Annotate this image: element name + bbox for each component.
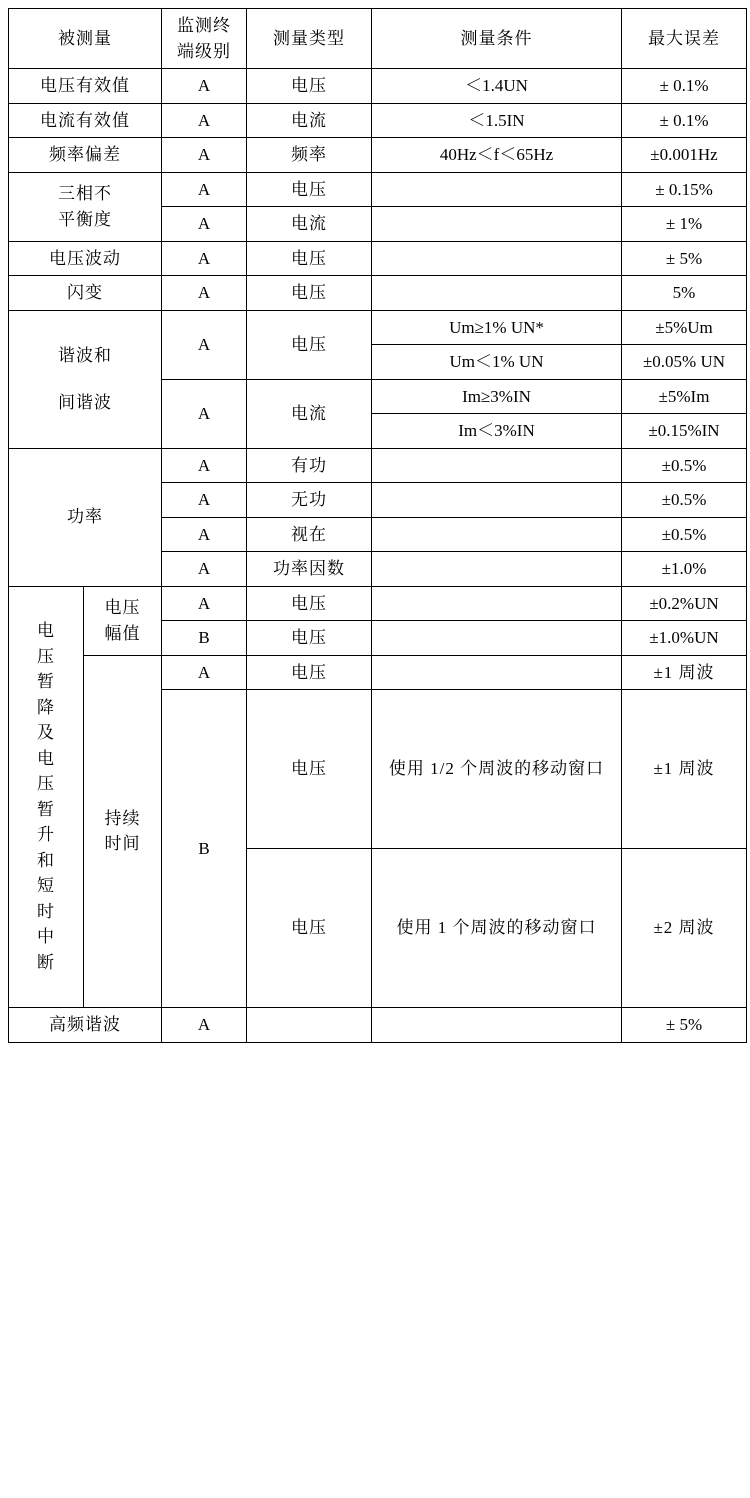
row-power-error-2: ±0.5% [622,517,747,552]
row-sag-amplitude-condition-0 [372,586,622,621]
row-voltage-rms-error: ± 0.1% [622,69,747,104]
row-harmonics-current-level: A [162,379,247,448]
row-power-error-0: ±0.5% [622,448,747,483]
group-label-char-11: 时 [37,901,55,921]
group-label-char-12: 中 [37,927,55,947]
group-label-char-7: 暂 [37,799,55,819]
table-row [9,586,747,621]
row-voltage-rms-type: 电压 [247,69,372,104]
row-flicker-name: 闪变 [9,276,162,311]
row-voltage-rms-name: 电压有效值 [9,69,162,104]
row-current-rms-type: 电流 [247,103,372,138]
row-sag-duration-type-b0: 电压 [247,690,372,849]
row-sag-amplitude-condition-1 [372,621,622,656]
row-sag-duration-type-a: 电压 [247,655,372,690]
table-row [9,655,747,690]
row-current-rms-error: ± 0.1% [622,103,747,138]
row-voltage-fluct-error: ± 5% [622,241,747,276]
spacer [12,368,158,390]
row-freq-dev-condition: 40Hz＜f＜65Hz [372,138,622,173]
row-unbalance-level-2: A [162,207,247,242]
row-flicker-error: 5% [622,276,747,311]
row-unbalance-error-1: ± 0.15% [622,172,747,207]
row-sag-duration-label [84,655,162,1008]
row-sag-amplitude-label-line1: 电压 [104,598,141,617]
row-harmonics-current-condition-1: Im≥3%IN [372,379,622,414]
specification-table [8,8,747,1043]
row-power-condition-3 [372,552,622,587]
row-harmonics-current-type: 电流 [247,379,372,448]
group-label-char-8: 升 [37,825,55,845]
header-max-error: 最大误差 [622,9,747,69]
row-power-type-1: 无功 [247,483,372,518]
row-unbalance-error-2: ± 1% [622,207,747,242]
row-sag-amplitude-error-1: ±1.0%UN [622,621,747,656]
row-sag-amplitude-label-line2: 幅值 [104,623,141,643]
row-sag-amplitude-type-1: 电压 [247,621,372,656]
table-row [9,69,747,104]
row-voltage-fluct-type: 电压 [247,241,372,276]
group-label-char-4: 及 [37,723,55,743]
row-power-error-3: ±1.0% [622,552,747,587]
row-flicker-level: A [162,276,247,311]
row-sag-duration-condition-b0: 使用 1/2 个周波的移动窗口 [372,690,622,849]
group-label-char-13: 断 [37,952,55,972]
row-power-name: 功率 [9,448,162,586]
row-current-rms-level: A [162,103,247,138]
row-freq-dev-type: 频率 [247,138,372,173]
table-row [9,448,747,483]
row-voltage-fluct-level: A [162,241,247,276]
row-harmonics-voltage-level: A [162,310,247,379]
row-power-type-2: 视在 [247,517,372,552]
table-row [9,241,747,276]
row-power-level-1: A [162,483,247,518]
row-hf-harmonics-condition [372,1008,622,1043]
header-terminal-level-line2: 端级别 [177,41,231,61]
row-hf-harmonics-level: A [162,1008,247,1043]
group-label-char-10: 短 [37,876,55,896]
row-flicker-type: 电压 [247,276,372,311]
table-row [9,172,747,207]
row-harmonics-voltage-type: 电压 [247,310,372,379]
table-row [9,310,747,345]
header-terminal-level-line1: 监测终 [177,16,231,35]
row-sag-amplitude-error-0: ±0.2%UN [622,586,747,621]
row-voltage-fluct-condition [372,241,622,276]
table-row [9,138,747,173]
group-label-char-1: 压 [37,646,55,666]
row-unbalance-condition-2 [372,207,622,242]
row-hf-harmonics-name: 高频谐波 [9,1008,162,1043]
row-unbalance-name-line2: 平衡度 [58,209,112,229]
group-label-char-6: 压 [37,774,55,794]
row-harmonics-name-line2: 间谐波 [58,393,112,412]
row-unbalance-level-1: A [162,172,247,207]
row-harmonics-voltage-condition-2: Um＜1% UN [372,345,622,380]
row-hf-harmonics-type [247,1008,372,1043]
row-current-rms-name: 电流有效值 [9,103,162,138]
row-sag-duration-level-a: A [162,655,247,690]
row-current-rms-condition: ＜1.5IN [372,103,622,138]
row-voltage-rms-level: A [162,69,247,104]
row-harmonics-current-error-1: ±5%Im [622,379,747,414]
row-power-error-1: ±0.5% [622,483,747,518]
row-sag-amplitude-type-0: 电压 [247,586,372,621]
group-label-char-3: 降 [37,697,55,717]
table-row [9,1008,747,1043]
row-freq-dev-level: A [162,138,247,173]
table-row [9,276,747,311]
table-row [9,103,747,138]
row-sag-duration-condition-a [372,655,622,690]
row-harmonics-voltage-error-1: ±5%Um [622,310,747,345]
group-label-char-2: 暂 [37,672,55,692]
header-measured-quantity: 被测量 [9,9,162,69]
row-power-level-0: A [162,448,247,483]
row-sag-amplitude-level-0: A [162,586,247,621]
row-harmonics-current-condition-2: Im＜3%IN [372,414,622,449]
row-sag-duration-label-line1: 持续 [104,808,141,828]
row-sag-amplitude-label [84,586,162,655]
table-header-row [9,9,747,69]
row-sag-duration-label-line2: 时间 [104,834,141,854]
row-sag-amplitude-level-1: B [162,621,247,656]
row-power-condition-2 [372,517,622,552]
row-power-type-0: 有功 [247,448,372,483]
row-sag-swell-group-label [9,586,84,1008]
row-power-level-3: A [162,552,247,587]
row-unbalance-name [9,172,162,241]
row-harmonics-name-line1: 谐波和 [58,345,112,365]
row-unbalance-condition-1 [372,172,622,207]
row-sag-duration-level-b: B [162,690,247,1008]
row-harmonics-current-error-2: ±0.15%IN [622,414,747,449]
row-freq-dev-error: ±0.001Hz [622,138,747,173]
group-label-char-0: 电 [37,621,55,641]
row-freq-dev-name: 频率偏差 [9,138,162,173]
row-sag-duration-condition-b1: 使用 1 个周波的移动窗口 [372,849,622,1008]
header-terminal-level [162,9,247,69]
row-sag-duration-error-a: ±1 周波 [622,655,747,690]
row-unbalance-name-line1: 三相不 [58,184,112,203]
row-power-condition-0 [372,448,622,483]
row-hf-harmonics-error: ± 5% [622,1008,747,1043]
row-voltage-fluct-name: 电压波动 [9,241,162,276]
row-power-condition-1 [372,483,622,518]
row-sag-duration-error-b0: ±1 周波 [622,690,747,849]
row-harmonics-name [9,310,162,448]
row-flicker-condition [372,276,622,311]
row-harmonics-voltage-error-2: ±0.05% UN [622,345,747,380]
row-power-level-2: A [162,517,247,552]
row-power-type-3: 功率因数 [247,552,372,587]
group-label-char-5: 电 [37,748,55,768]
header-measurement-condition: 测量条件 [372,9,622,69]
row-unbalance-type-1: 电压 [247,172,372,207]
row-voltage-rms-condition: ＜1.4UN [372,69,622,104]
group-label-char-9: 和 [37,850,55,870]
row-sag-duration-type-b1: 电压 [247,849,372,1008]
row-unbalance-type-2: 电流 [247,207,372,242]
row-harmonics-voltage-condition-1: Um≥1% UN* [372,310,622,345]
header-measurement-type: 测量类型 [247,9,372,69]
row-sag-duration-error-b1: ±2 周波 [622,849,747,1008]
